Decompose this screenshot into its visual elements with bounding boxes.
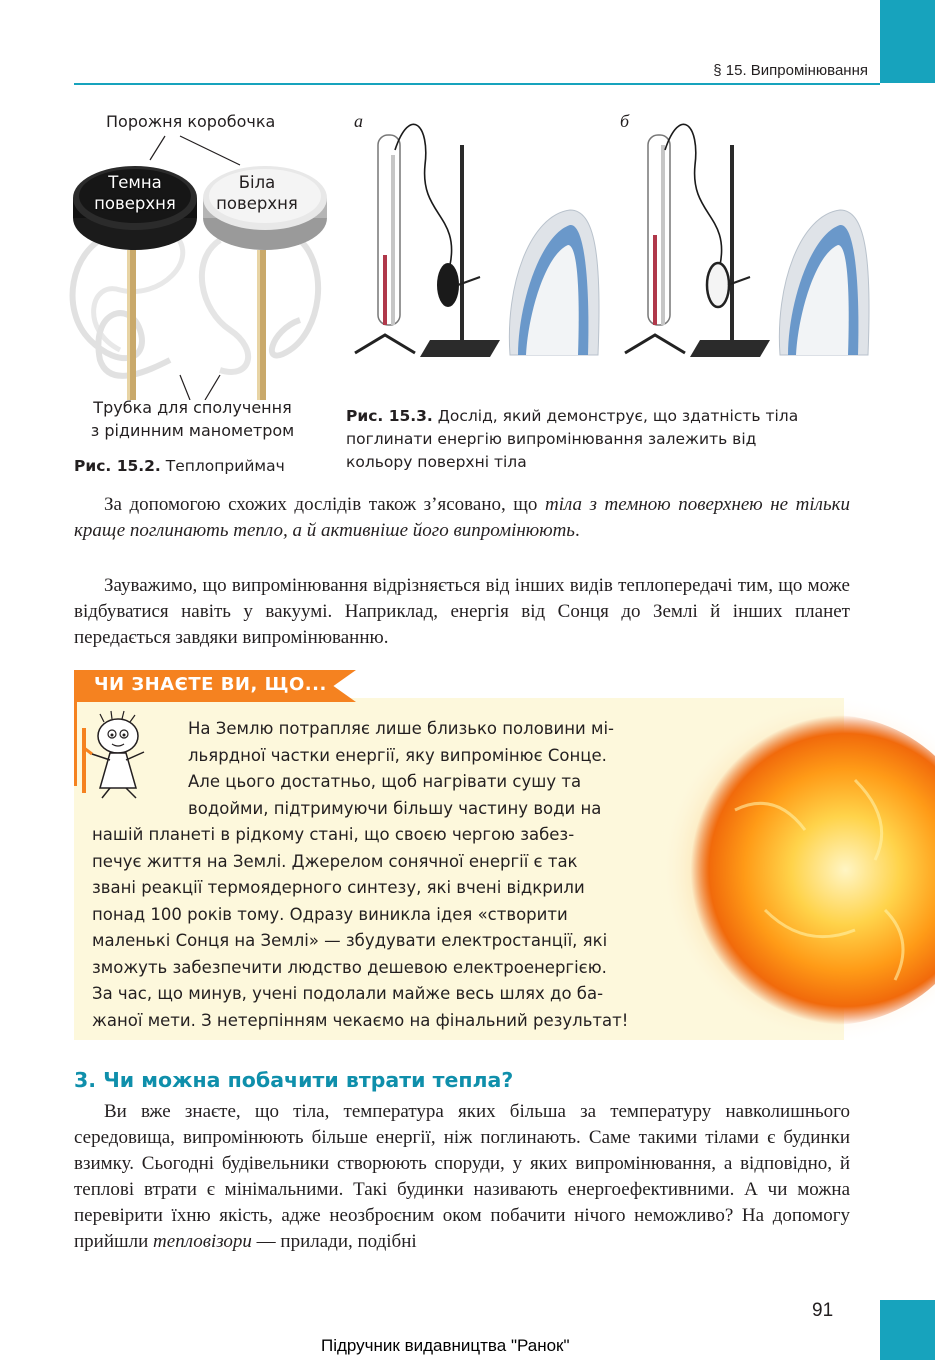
header-tab-top <box>880 0 935 83</box>
experiment-illustration <box>340 105 880 365</box>
paragraph-1-italic: тіла з темною поверхнею не тільки краще поглинають тепло, а й активніше його випромінюють <box>74 494 850 541</box>
label-tube-line1: Трубка для сполучення <box>93 398 292 417</box>
did-you-know-line: нашій планеті в рідкому стані, що своєю чергою забез- <box>92 825 575 844</box>
did-you-know-line: За час, що минув, учені подолали майже весь шлях до ба- <box>92 984 604 1003</box>
paragraph-3-text: Ви вже знаєте, що тіла, температура яких більша за температуру навколишнього середовища, випромінюють більше енергії, ніж поглинають. Саме такими тілами є будинки взимку. Сьогодні будівельники створюють споруди, у яких випромінювання, а відповідно, й теплові втрати є мінімальними. Такі будинки називають енергоефективними. А чи можна перевірити їхню якість, адже неозброєним оком побачити нічого неможливо? На допомогу прийшли <box>74 1101 850 1252</box>
paragraph-1-end: . <box>574 520 580 541</box>
section-title: § 15. Випромінювання <box>713 62 868 79</box>
dark-label-line1: Темна <box>108 173 162 192</box>
did-you-know-line: маленькі Сонця на Землі» — збудувати електростанції, які <box>92 931 608 950</box>
did-you-know-line: понад 100 років тому. Одразу виникла ідея «створити <box>92 904 568 924</box>
did-you-know-text-top <box>188 716 708 822</box>
caption-15-3-line1-text: Дослід, який демонструє, що здатність тіла <box>437 407 799 425</box>
did-you-know-line: водойми, підтримуючи більшу частину води на <box>188 798 602 818</box>
setup-b <box>625 124 869 357</box>
paragraph-1-lead: За допомогою схожих дослідів також з’ясовано, що <box>104 494 545 515</box>
label-a: а <box>354 111 363 131</box>
caption-15-3-line1 <box>346 405 846 428</box>
paragraph-3 <box>74 1099 850 1255</box>
header-rule <box>74 83 880 85</box>
dark-label-line2: поверхня <box>94 194 176 213</box>
section-3-heading: 3. Чи можна побачити втрати тепла? <box>74 1068 514 1092</box>
paragraph-3-end: — прилади, подібні <box>251 1231 417 1252</box>
figure-15-3 <box>340 105 880 485</box>
caption-15-3-line3: кольору поверхні тіла <box>346 453 527 471</box>
did-you-know-line: льярдної частки енергії, яку випромінює Сонце. <box>188 745 607 765</box>
caption-15-3-line2: поглинати енергію випромінювання залежить від <box>346 430 757 448</box>
paragraph-3-italic: тепловізори <box>153 1231 252 1252</box>
publisher-line: Підручник видавництва "Ранок" <box>321 1336 570 1355</box>
white-label-line1: Біла <box>238 173 276 192</box>
setup-a <box>355 124 599 357</box>
footer-tab <box>880 1300 935 1360</box>
did-you-know-line: жаної мети. З нетерпінням чекаємо на фінальний результат! <box>92 1010 629 1030</box>
label-tube <box>75 396 310 442</box>
paragraph-2: Зауважимо, що випромінювання відрізняється від інших видів теплопередачі тим, що може відбуватися навіть у вакуумі. Наприклад, енергія від Сонця до Землі й інших планет передається завдяки випромінюванню. <box>74 575 850 648</box>
did-you-know-line: звані реакції термоядерного синтезу, які вчені відкрили <box>92 878 585 897</box>
did-you-know-line: зможуть забезпечити людство дешевою електроенергією. <box>92 957 607 977</box>
figure-15-2 <box>60 100 340 485</box>
did-you-know-line: На Землю потрапляє лише близько половини мі- <box>188 719 614 738</box>
caption-15-2-text: Теплоприймач <box>165 457 285 475</box>
dark-surface-label <box>88 172 182 214</box>
caption-15-3-number: Рис. 15.3. <box>346 407 433 425</box>
did-you-know-text-bottom <box>92 822 692 1034</box>
caption-15-2-number: Рис. 15.2. <box>74 457 161 475</box>
white-label-line2: поверхня <box>216 194 298 213</box>
caption-15-3 <box>346 405 846 474</box>
page-number: 91 <box>812 1300 834 1321</box>
white-surface-label <box>210 172 304 214</box>
label-tube-line2: з рідинним манометром <box>90 421 295 440</box>
did-you-know-line: Але цього достатньо, щоб нагрівати сушу та <box>188 772 582 791</box>
did-you-know-title: ЧИ ЗНАЄТЕ ВИ, ЩО... <box>94 674 327 695</box>
mascot-illustration <box>78 708 168 800</box>
label-b: б <box>620 111 630 131</box>
heat-receiver-illustration <box>60 130 340 400</box>
paragraph-1 <box>74 492 850 544</box>
label-empty-box: Порожня коробочка <box>106 112 276 131</box>
caption-15-2 <box>74 455 285 478</box>
did-you-know-line: печує життя на Землі. Джерелом сонячної енергії є так <box>92 851 578 871</box>
